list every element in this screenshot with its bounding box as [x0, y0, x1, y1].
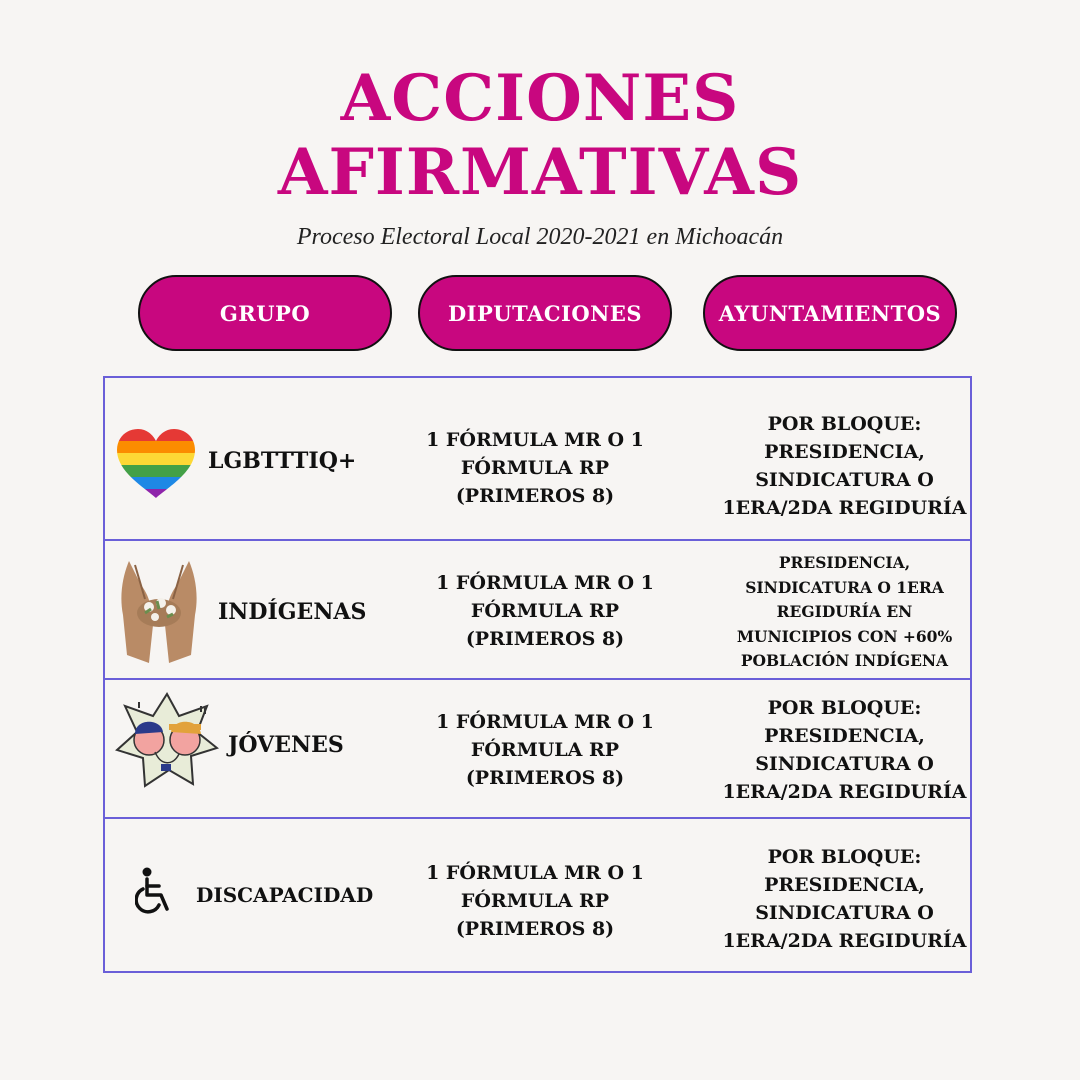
cell-line: 1 FÓRMULA MR O 1 [426, 862, 644, 884]
cell-line: 1ERA/2DA REGIDURÍA [722, 930, 967, 952]
table-row [105, 680, 970, 817]
cell-line: 1 FÓRMULA MR O 1 [436, 711, 654, 733]
cell-line: 1 FÓRMULA MR O 1 [436, 572, 654, 594]
cell-line: POR BLOQUE: [767, 413, 922, 435]
cell-line: FÓRMULA RP [470, 739, 620, 761]
page-title [0, 62, 1080, 210]
group-label: INDÍGENAS [218, 599, 367, 625]
diputaciones-cell [415, 708, 675, 792]
cell-line: FÓRMULA RP [460, 457, 610, 479]
cell-line: MUNICIPIOS CON +60% [736, 626, 953, 646]
cell-line: SINDICATURA O [755, 902, 934, 924]
cell-line: FÓRMULA RP [470, 600, 620, 622]
table-row [105, 378, 970, 539]
column-header-diputaciones: DIPUTACIONES [418, 275, 672, 351]
cell-line: FÓRMULA RP [460, 890, 610, 912]
ayuntamientos-cell [717, 551, 972, 674]
cell-line: PRESIDENCIA, [764, 725, 925, 747]
cupped-hands-flowers-icon [109, 555, 209, 667]
title-line-1: ACCIONES [340, 61, 740, 136]
cell-line: 1ERA/2DA REGIDURÍA [722, 781, 967, 803]
cell-line: POR BLOQUE: [767, 697, 922, 719]
table-divider [103, 971, 972, 973]
cell-line: SINDICATURA O [755, 753, 934, 775]
cell-line: (PRIMEROS 8) [455, 918, 615, 940]
cell-line: REGIDURÍA EN [776, 602, 913, 621]
cell-line: SINDICATURA O [755, 469, 934, 491]
group-label: JÓVENES [228, 732, 344, 758]
column-header-ayuntamientos: AYUNTAMIENTOS [703, 275, 957, 351]
column-header-grupo: GRUPO [138, 275, 392, 351]
cell-line: PRESIDENCIA, [764, 441, 925, 463]
group-label: DISCAPACIDAD [196, 883, 374, 907]
cell-line: 1 FÓRMULA MR O 1 [426, 429, 644, 451]
diputaciones-cell [415, 569, 675, 653]
page-subtitle: Proceso Electoral Local 2020-2021 en Michoacán [296, 224, 784, 250]
cell-line: (PRIMEROS 8) [465, 628, 625, 650]
cell-line: SINDICATURA O 1ERA [745, 577, 944, 597]
rainbow-heart-icon [115, 428, 197, 500]
group-label: LGBTTTIQ+ [208, 448, 357, 474]
cell-line: (PRIMEROS 8) [465, 767, 625, 789]
cell-line: POR BLOQUE: [767, 846, 922, 868]
ayuntamientos-cell [717, 694, 972, 806]
ayuntamientos-cell [717, 410, 972, 522]
diputaciones-cell [405, 859, 665, 943]
table-row [105, 541, 970, 678]
title-line-2: AFIRMATIVAS [277, 135, 803, 210]
cell-line: 1ERA/2DA REGIDURÍA [722, 497, 967, 519]
cell-line: (PRIMEROS 8) [455, 485, 615, 507]
table-row [105, 819, 970, 971]
cell-line: PRESIDENCIA, [778, 553, 911, 572]
cell-line: POBLACIÓN INDÍGENA [740, 651, 949, 670]
diputaciones-cell [405, 426, 665, 510]
wheelchair-icon [135, 867, 175, 915]
ayuntamientos-cell [717, 843, 972, 955]
cell-line: PRESIDENCIA, [764, 874, 925, 896]
young-people-music-icon [115, 692, 219, 788]
